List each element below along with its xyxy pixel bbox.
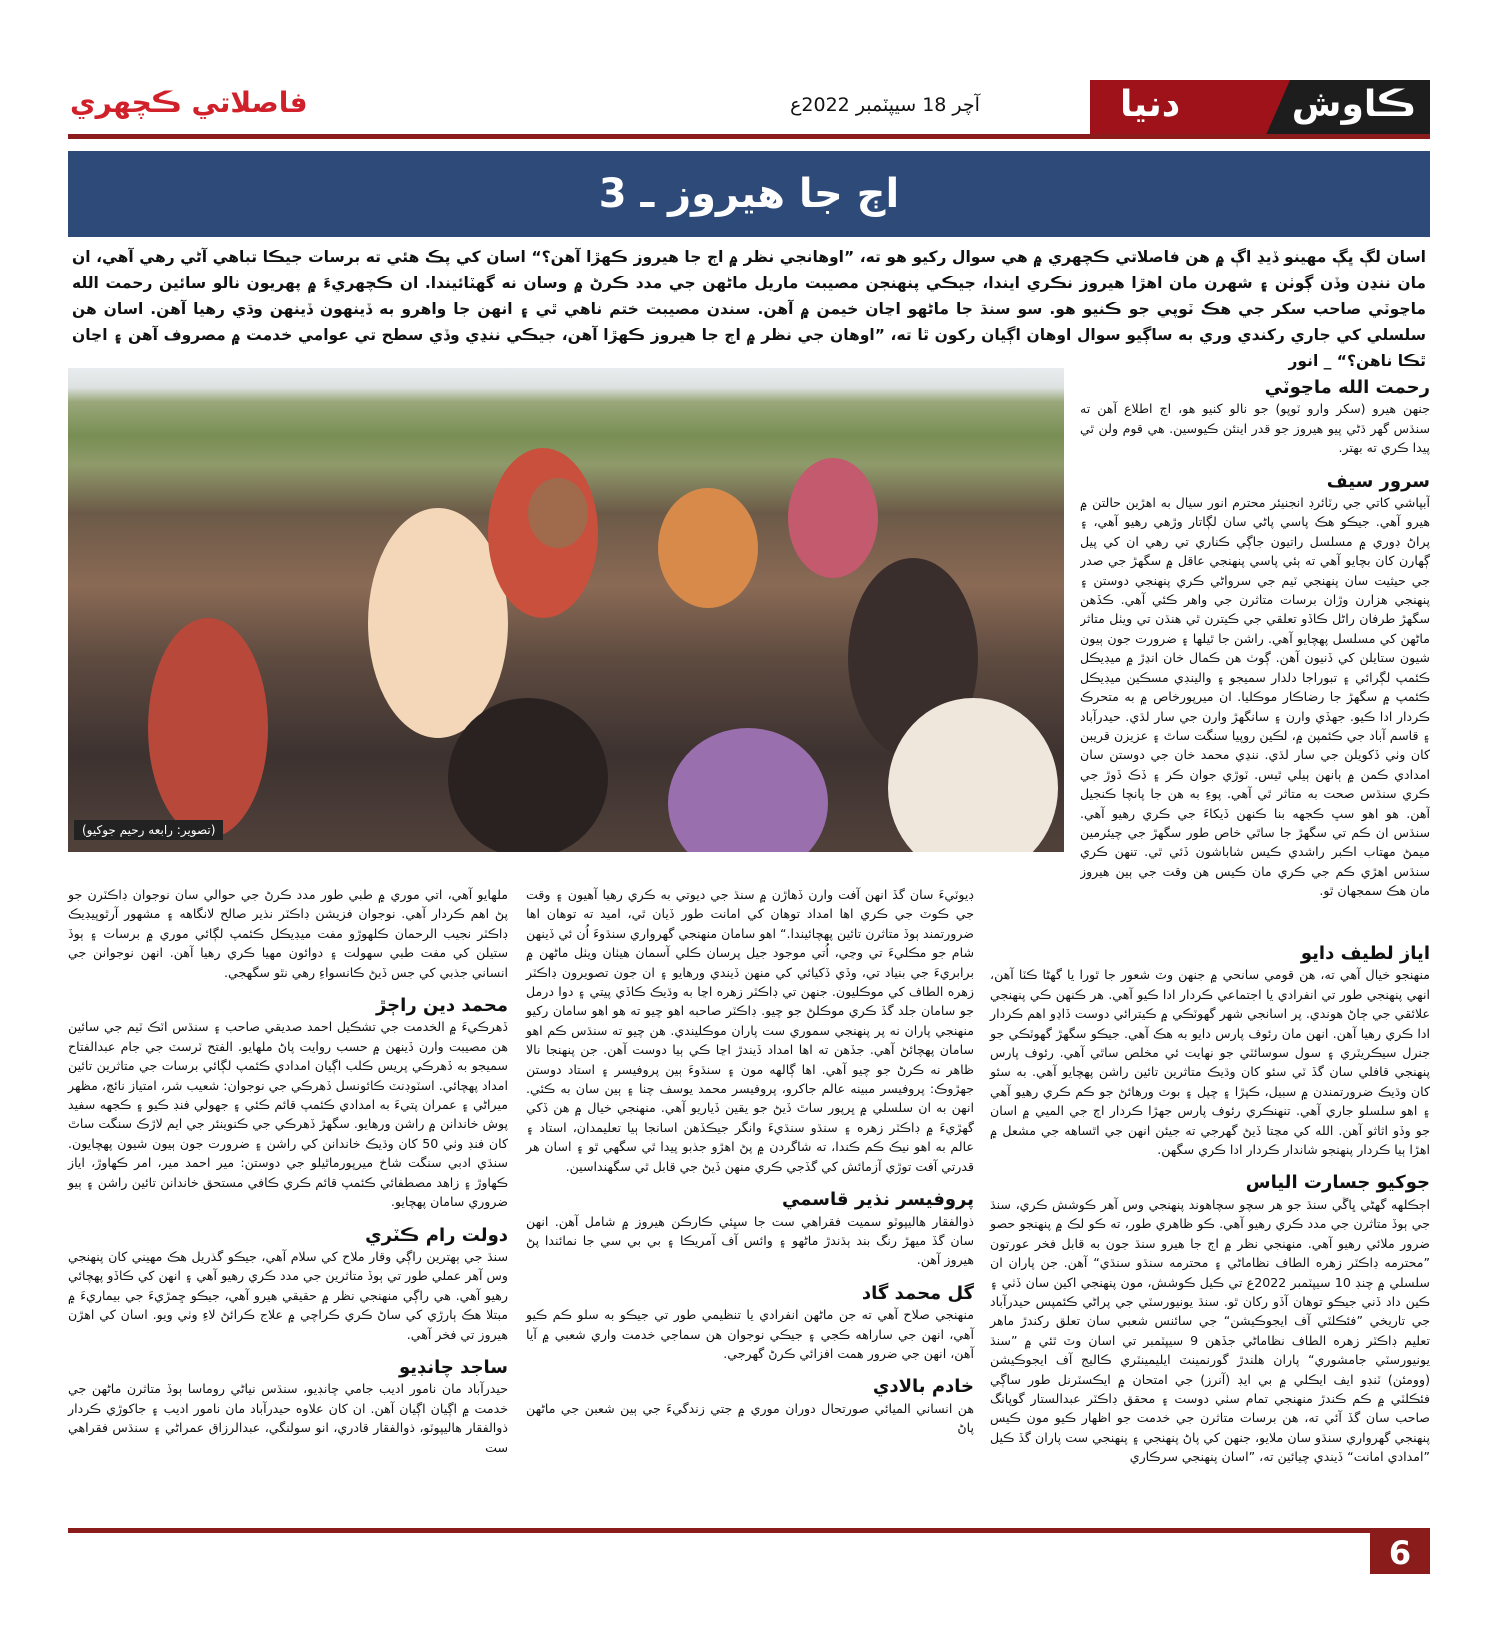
article-body: آبپاشي کاتي جي رٽائرڊ انجنيئر محترم انور سيال به اهڙين حالتن ۾ هيرو آهي. جيڪو هڪ پاسي پاڻي سان لڳاتار وڙهي رهيو آهي، ۽ پراڻ ڊوري ۾ مسلسل راتيون جاڳي ڪناري تي رهي ان کي پيل ڳهارن کان بچايو آهي ته ٻئي پاسي پنهنجي عاقل ۾ سگهڙ جي صدر جي حيثيت سان پنهنجي ٽيم جي سرواڻي ڪري پنهنجي دوستن ۽ پنهنجي هزارن وڙان برسات متاثرن جي واهر ڪئي آهي. ڪڏهن سگهڙ طرفان راڻل ڪاڏو تعلقي جي ڪيترن ٿي هنڌن تي ويٺل متاثر ماڻهن کي مسلسل پهچايو آهي. راشن جا ٿيلها ۽ ضرورت جون ٻيون شيون ستايلن کي ڏنيون آهن. ڳوٺ هن ڪمال خان انڍڙ ۾ ميڊيڪل ڪئمپ لڳرائي ۽ تبوراجا دلدار سميجو ۽ والينڊي مسڪين ميڊيڪل ڪئمپ ۾ سگهڙ جا رضاڪار موڪليا. ان ميرپورخاص ۾ به متحرڪ ڪردار ادا ڪيو. جهڏي وارن ۽ سانگهڙ وارن جي سار لڌي. حيدرآباد ۽ قاسم آباد جي ڪئمپن ۾، لڪين روپيا سنگت ساٿ ۽ عزيزن قريبن کان وٺي ڏکويلن جي سار لڌي. ننڍي محمد خان جي دوستن سان امدادي ڪمن ۾ ٻانهن ٻيلي ٿيس. ٽوڙي جوان ڪر ۽ ڏڪ ڏوڙ جي ڪري سنڌس صحت به متاثر ٿي آهي. پوءِ به هن جا پانچا ڪنجيل آهن. هو اهو سڀ ڪجهه بنا ڪنهن ڏيکاءَ جي ڪري رهيو آهي. سنڌس ان ڪم تي سگهڙ جا ساٿي خاص طور سگهڙ جي چيئرمين ميمڻ مهتاب اڪبر راشدي ڪيس شاباشون ڏئي ٿي. تنهن ڪري سنڌس اهڙي ڪم جي ڪري مان ڪيس هن وقت جي ٻين هيروز مان هڪ سمجهان ٿو. [1080,495,1430,899]
footer-rule [68,1528,1430,1533]
intro-paragraph: اسان لڳ ڀڳ مهينو ڏيڍ اڳ ۾ هن فاصلاتي ڪچهري ۾ هي سوال رکيو هو ته، ”اوهانجي نظر ۾ اڄ جا هيروز ڪهڙا آهن؟“ اسان کي پڪ هئي ته برسات جيڪا تباهي آڻي رهي آهي، ان مان ننڍن وڏن ڳوٺن ۽ شهرن مان اهڙا هيروز نڪري ايندا، جيڪي پنهنجن مصيبت ماريل ماڻهن جي مدد ڪرڻ ۾ وسان نه گهٽائيندا. ان ڪچهريءَ ۾ پهريون نالو سائين رحمت الله ماڃوٽي صاحب سکر جي هڪ ٽوپي جو ڪنيو هو. سو سنڌ جا ماڻهو اڃان خيمن ۾ آهن. سندن مصيبت ختم ناهي ٿي ۽ انهن جا واهرو به ڏينهون ڏينهن وڌي رهيا آهن. اسان هن سلسلي کي جاري رکندي وري به ساڳيو سوال اوهان اڳيان رکون ٿا ته، ”اوهان جي نظر ۾ اڄ جا هيروز ڪهڙا آهن، جيڪي ننڍي وڏي سطح تي عوامي خدمت ۾ مصروف آهن ۽ اڃان ٿڪا ناهن؟“ _ انور [72,248,1426,370]
issue-date: آچر 18 سيپٽمبر 2022ع [790,94,980,116]
article-body: سنڌ جي ٻهترين راڳي وقار ملاح کي سلام آهي، جيڪو گذريل هڪ مهيني کان پنهنجي وس آهر عملي طور تي ٻوڏ متاثرين جي مدد ڪري رهيو آهي ۽ انهن کي ڪاڏو پهچائي رهيو آهي. هي راڳي منهنجي نظر ۾ حقيقي هيرو آهي، جيڪو ڇمڙيءَ جي بيماريءَ ۾ مبتلا هڪ ٻارڙي کي ساڻ ڪري ڪراچي ۾ علاج ڪرائڻ لاءِ وٺي ويو. اسان کي اهڙن هيروز تي فخر آهي. [68,1248,508,1342]
header-rule [68,134,1430,139]
article-heading: ساجد چانڊيو [398,1356,508,1378]
column-right-bottom [990,930,1430,1467]
article-body: حيدرآباد مان نامور اديب جامي چانڊيو، سنڌس نياڻي روماسا ٻوڏ متاثرن ماڻهن جي خدمت ۾ اڳيان اڳيان آهن. ان کان علاوه حيدرآباد مان نامور اديب ۽ جاکوڙي ڪردار ذوالفقار هاليپوٽو، ذوالفقار قادري، انو سولنگي، عبدالرزاق عمراڻي ۽ سنڌس فقراهي ست [68,1381,508,1455]
logo-word-kawish: ڪاوش [1291,84,1416,125]
article-heading: اياز لطيف دايو [1300,943,1430,964]
page-number: 6 [1370,1532,1430,1574]
article-heading: جوکيو جسارت الياس [1245,1172,1430,1194]
article-body: ملهايو آهي، اتي موري ۾ طبي طور مدد ڪرڻ جي حوالي سان نوجوان ڊاڪٽرن جو پڻ اهم ڪردار آهي. نوجوان فزيشن ڊاڪٽر نذير صالح لانگاهه ۽ مشهور آرٿوپيڊيڪ ڊاڪٽر نجيب الرحمان ڪلهوڙو مفت ميڊيڪل ڪئمپ لڳائي موري ۾ برسات ۽ ٻوڏ ستيلن کي مفت طبي سهولت ۽ دوائون مهيا ڪري رهيا آهن. انهن نوجوانن جي انساني جذبي کي جس ڏيڻ ڪانسواءِ رهي نٿو سگهجي. [68,887,508,980]
article-body: ڏهرڪيءَ ۾ الخدمت جي تشڪيل احمد صديقي صاحب ۽ سنڌس اٽڪ ٽيم جي سائين هن مصيبت وارن ڏينهن ۾ حسب روايت پاڻ ملهايو. الفتح ٽرسٽ جي جام عبدالفتاح سميجو به ڏهرڪي پريس ڪلب اڳيان امدادي ڪئمپ لڳائي برسات جي متاثرين تائين امداد پهچائي. اسٽوڊنٽ ڪائونسل ڏهرڪي جي نوجوان: شعيب شر، امتياز نائچ، مظهر ميراڻي ۽ عمران پتيءَ به امدادي ڪئمپ قائم ڪئي ۽ جهولي فنڊ ڪيو ۽ ڪجهه سفيد پوش خاندانن ۾ راشن ورهايو. سگهڙ ڏهرڪي جي ڪنوينئر جي ايم لاڙڪ سنگت ساٿ کان فنڊ وٺي 50 کان وڌيڪ خاندانن کي راشن ۽ ضرورت جون ٻيون شيون پهچايون. سنڌي ادبي سنگت شاخ ميرپورماٿيلو جي دوستن: مير احمد مير، امر ڪهاوڙ، اياز ڪهاوڙ ۽ زاهد مصطفائي ڪئمپ قائم ڪري ڪافي مستحق خاندانن تائين راشن ۽ ٻيو ضروري سامان پهچايو. [68,1019,508,1210]
article-body: منهنجي صلاح آهي ته جن ماڻهن انفرادي يا تنظيمي طور تي جيڪو به سلو ڪم ڪيو آهي، انهن جي ساراهه ڪجي ۽ جيڪي نوجوان هن سماجي خدمت واري شعبي ۾ آيا آهن، انهن جي ضرور همت افزائي ڪرڻ گهرجي. [526,1307,974,1361]
photo-caption: (تصوير: رابعه رحيم جوکيو) [74,820,223,840]
news-photo [68,368,1064,852]
article-heading: گل محمد گاد [861,1282,974,1304]
article-body: ڊيوٽيءَ سان گڏ انهن آفت وارن ڏهاڙن ۾ سنڌ جي ديوتي به ڪري رهيا آهيون ۽ وقت جي ڪوٽ جي ڪري اها امداد توهان کي امانت طور ڏيان ٿي، اميد ته توهان اها ضرورتمند ٻوڏ متاثرن تائين پهچائيندا.“ اهو سامان منهنجي گهرواري سنڌوءَ اُن ئي ڏينهن شام جو مڪليءَ تي وڃي، اُتي موجود جيل پرسان ڪلي آسمان هيٺان ويٺل ماڻهن ۾ برابريءَ جي بنياد تي، وڏي ڏکيائي کي منهن ڏيندي ورهايو ۽ ان جون تصويرون ڊاڪٽر زهره الطاف کي موڪليون. جنهن تي ڊاڪٽر زهره اڃا به وڌيڪ ڪاڏي پيتي ۽ دوا درمل جو سامان جلد گڏ ڪري موڪلڻ جو چيو. ڊاڪٽر صاحبه اهو چيو ته هو اهو سامان رکيو منهنجي پاران نه پر پنهنجي سموري ست پاران موڪليندي. هن چيو ته سنڌس ڪم اهو سامان پهچائڻ آهي. جڏهن ته اها امداد ڏيندڙ اڃا ڪي ٻيا دوست آهن. جن پنهنجا نالا ظاهر نه ڪرڻ جو چيو آهي. اها ڳالهه مون ۽ سنڌوءَ ٻين پروفيسر ۽ استاد دوستن جهڙوڪ: پروفيسر مبينه عالم جاکرو، پروفيسر محمد يوسف چنا ۽ ٻين سان به ڪئي. انهن به ان سلسلي ۾ ڀرپور ساٿ ڏيڻ جو يقين ڏياريو آهي. منهنجي خيال ۾ هن ڏکي گهڙيءَ ۾ ڊاڪٽر زهره ۽ سنڌو سنڌيءَ وانگر جيڪڏهن اسانجا ٻيا تعليمدان، استاد ۽ عالم به اهو نيڪ ڪم ڪندا، ته شاگردن ۾ پڻ اهڙو جذبو پيدا ٿي سگهي ٿو ۽ اسان هر قدرتي آفت توڙي آزمائش کي گڏجي ڪري منهن ڏيڻ جي قابل ٿي سگهنداسين. [526,887,974,1174]
article-body: ذوالفقار هاليپوٽو سميت فقراهي ست جا سڀئي ڪارڪن هيروز ۾ شامل آهن. انهن سان گڏ ميهڙ رنگ بند ٻڌندڙ ماڻهو ۽ وائس آف آمريڪا ۽ بي بي سي جا نمائندا پڻ هيروز آهن. [526,1213,974,1268]
column-right-top [1080,378,1430,901]
article-body: منهنجو خيال آهي ته، هن قومي سانحي ۾ جنهن وٽ شعور جا ٿورا يا گهڻا ڪٽا آهن، انهي پنهنجي طور تي انفرادي يا اجتماعي ڪردار ادا ڪيو آهي. هر ڪنهن ڪي پنهنجي علائقي جي ڄاڻ هوندي. پر اسانجي شهر گهوٽڪي ۾ ڪيترائي دوست ڏاڍو اهم ڪردار ادا ڪري رهيا آهن. انهن مان رئوف پارس دايو به هڪ آهي. جيڪو سگهڙ گهوٽڪي جو جنرل سيڪريٽري ۽ سول سوسائٽي جو نهايت ئي مخلص ساٿي آهي. رئوف پارس پنهنجي قافلي سان گڏ ٽي سئو کان وڌيڪ متاثرين تائين راشن پهچايو آهي. به سئو کان وڌيڪ ضرورتمندن ۾ سبيل، ڪپڙا ۽ چپل ۽ بوٽ ورهائڻ جو ڪم ڪري رهيو آهي ۽ اهو سلسلو جاري آهي. تنهنڪري رئوف پارس جهڙا ڪردار اڄ جي الميي ۾ اسان جو وڏو اثاثو آهن. الله کي مڃتا ڏيڻ گهرجي ته جيئن انهن جي اٿساهه جي مشعل ۾ اهڙا ٻيا ڪردار پنهنجو شاندار ڪردار ادا ڪري سگهن. [990,967,1430,1158]
article-body: هن انساني الميائي صورتحال دوران موري ۾ جتي زندگيءَ جي ٻين شعبن جي ماڻهن پاڻ [526,1400,974,1436]
article-heading: رحمت الله ماڃوٽي [1264,377,1430,398]
section-title: فاصلاتي ڪچهري [70,86,308,119]
article-body: اڄڪلهه گهڻي ڀاڱي سنڌ جو هر سچو سچاهوند پنهنجي وس آهر ڪوشش ڪري، سنڌ جي ٻوڏ متاثرن جي مدد ڪري رهيو آهي. ڪو ظاهري طور، ته ڪو لڪ ۾ پنهنجو حصو ضرور ملائي رهيو آهي. منهنجي نظر ۾ اڄ جا هيرو سنڌ جون به قابل فخر عورتون ”محترمه ڊاڪٽر زهره الطاف نظاماڻي ۽ محترمه سنڌو سنڌي“ آهن. جن پاران ان سلسلي ۾ چنڊ 10 سيپٽمبر 2022ع تي ڪيل ڪوشش، مون پنهنجي اکين سان ڏٺي ۽ ڪين داد ڏني جيڪو توهان آڏو رکان ٿو. سنڌ يونيورسٽي جي پراڻي ڪئمپس حيدرآباد جي تاريخي ”فئڪلٽي آف ايجوڪيشن“ جي سائنس شعبي سان تعلق رکندڙ ماهر تعليم ڊاڪٽر زهره الطاف نظاماڻي جڏهن 9 سيپٽمبر تي اسان وٽ ٿئي ۾ ”سنڌ يونيورسٽي جامشوري“ پاران هلندڙ گورنمينٽ ايليمينٽري ڪاليج آف ايجوڪيشن (وومئن) ٽنڊو ايف ايڪلي ۾ بي ايڊ (آنرز) جي امتحان ۾ ايڪسٽرنل طور ساڳي فئڪلٽي ۾ ڪم ڪندڙ منهنجي تمام سٺي دوست ۽ محقق ڊاڪٽر عبدالستار گوپانگ صاحب سان گڏ آئي ته، هن برسات متاثرن جي خدمت جو اظهار ڪيو مون ڪيس پنهنجي گهرواري سنڌو سان ملايو، جنهن کي پاڻ پنهنجي ۽ پنهنجي ست پاران گڏ ڪيل ”امدادي امانت“ ڏيندي چيائين ته، ”اسان پنهنجي سرڪاري [990,1196,1430,1465]
column-middle [526,885,974,1438]
column-left [68,885,508,1457]
logo-word-dunya: دنيا [1120,84,1181,125]
article-heading: محمد دين راڄڙ [375,995,508,1017]
newspaper-logo [1090,80,1430,135]
article-heading: دولت رام ڪٽري [365,1224,508,1246]
article-heading: سرور سيف [1326,470,1430,492]
page-title: اڄ جا هيروز ـ 3 [68,151,1430,237]
article-body: جنهن هيرو (سکر وارو ٽوپو) جو نالو کنيو هو، اڄ اطلاع آهن ته سنڌس گهر ڌڻي پيو هيروز جو قدر اينئن ڪيوسين. هي قوم ولن ٿي پيدا ڪري ته بهتر. [1080,401,1430,456]
article-heading: پروفيسر نذير قاسمي [782,1189,974,1211]
article-heading: خادم بالادي [872,1376,974,1398]
